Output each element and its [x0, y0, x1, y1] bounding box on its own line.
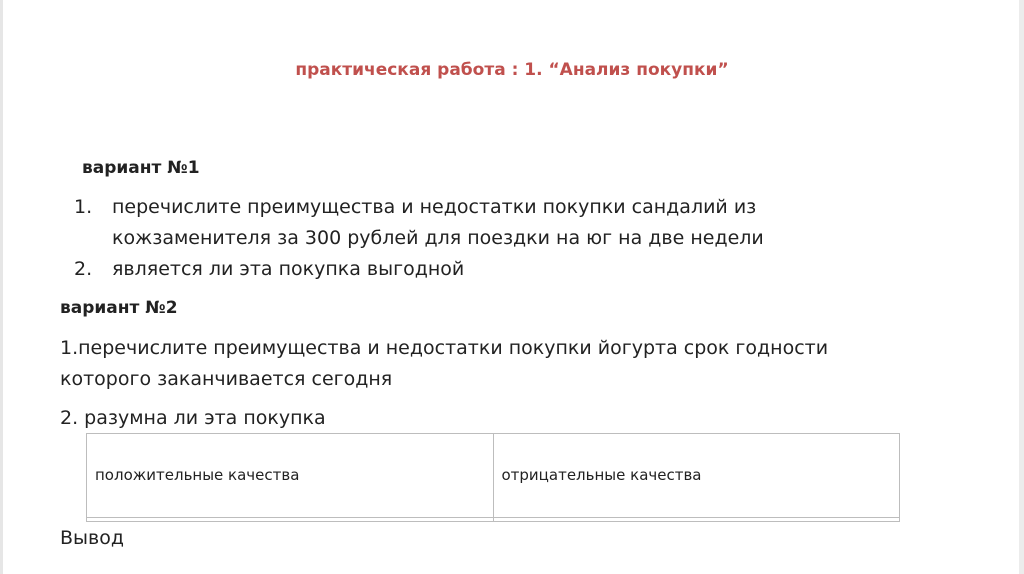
- variant2-item1-line1: 1.перечислите преимущества и недостатки покупки йогурта срок годности: [60, 337, 829, 359]
- table-row: [87, 517, 900, 521]
- cell-negative: [493, 517, 900, 521]
- variant1-item2-line1: является ли эта покупка выгодной: [112, 258, 465, 280]
- variant1-item2-number: 2.: [74, 258, 93, 280]
- slide-left-edge: [0, 0, 3, 574]
- header-negative-qualities: отрицательные качества: [493, 434, 900, 518]
- slide-title: практическая работа : 1. “Анализ покупки”: [295, 60, 729, 80]
- qualities-table: [86, 433, 900, 522]
- variant1-item1-line2: кожзаменителя за 300 рублей для поездки на юг на две недели: [112, 227, 764, 249]
- variant1-item1-line1: перечислите преимущества и недостатки покупки сандалий из: [112, 196, 757, 218]
- cell-positive: [87, 517, 494, 521]
- conclusion-label: Вывод: [60, 527, 124, 549]
- variant1-item1-number: 1.: [74, 196, 93, 218]
- table-header-row: [87, 434, 900, 518]
- variant2-item2: 2. разумна ли эта покупка: [60, 407, 326, 429]
- slide-right-edge: [1019, 0, 1024, 574]
- header-positive-qualities: положительные качества: [87, 434, 494, 518]
- variant1-heading: вариант №1: [82, 158, 200, 178]
- variant2-heading: вариант №2: [60, 298, 178, 318]
- variant2-item1-line2: которого заканчивается сегодня: [60, 368, 393, 390]
